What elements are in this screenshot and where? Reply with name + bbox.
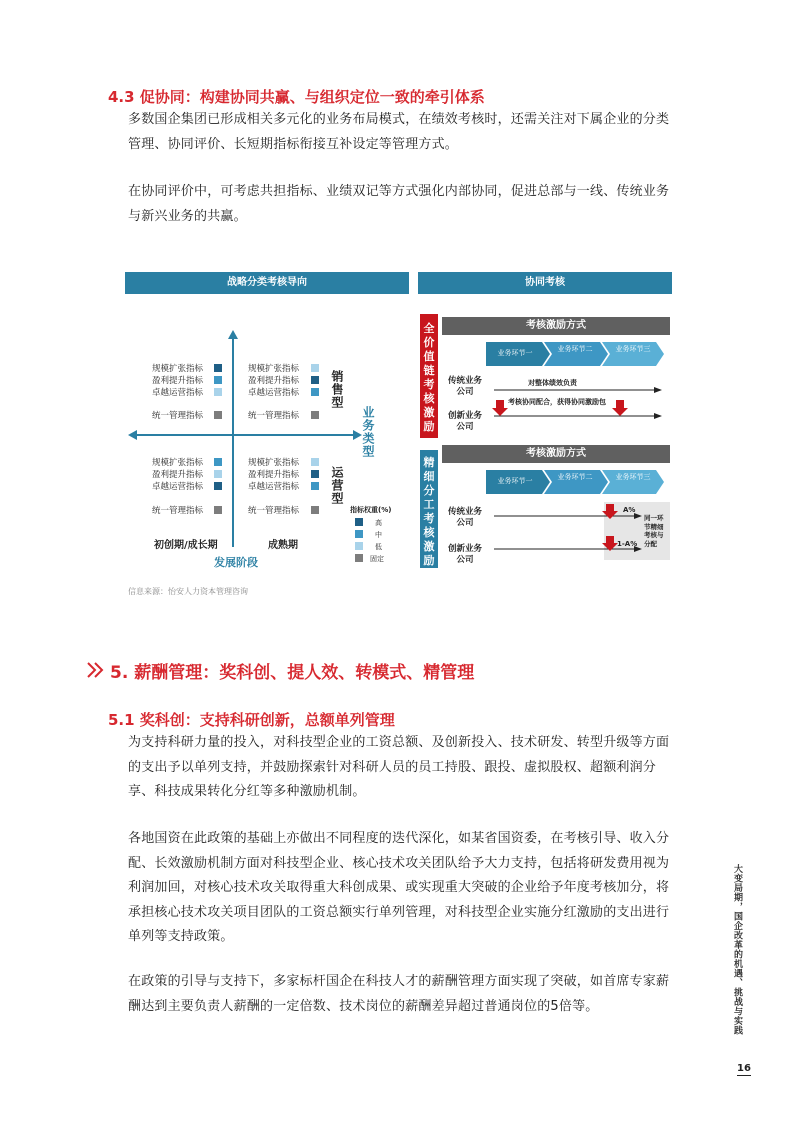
tl-weight-low <box>214 388 222 396</box>
legend-high: 高 <box>375 519 382 527</box>
panel1-side-label: 全价值链考核激励 <box>423 322 435 433</box>
right-figure-title: 协同考核 <box>418 272 672 294</box>
section-5-1-heading: 5.1 奖科创：支持科研创新，总额单列管理 <box>108 711 395 729</box>
tr-item-3: 卓越运营指标 <box>248 388 300 398</box>
section-4-3-paragraph-2: 在协同评价中，可考虑共担指标、业绩双记等方式强化内部协同，促进总部与一线、传统业务与新兴业务的共赢。 <box>128 184 670 224</box>
left-figure-title: 战略分类考核导向 <box>125 272 409 294</box>
br-weight-fixed <box>311 506 319 514</box>
tl-weight-mid <box>214 376 222 384</box>
panel1-new-business: 创新业务公司 <box>447 411 482 432</box>
panel2-side-label: 精细分工考核激励 <box>423 456 435 567</box>
tl-item-4: 统一管理指标 <box>152 411 204 421</box>
tl-item-2: 盈利提升指标 <box>152 376 204 386</box>
tl-weight-high <box>214 364 222 372</box>
panel2-traditional: 传统业务公司 <box>447 507 482 528</box>
panel1-arrows <box>490 380 670 428</box>
legend-mid: 中 <box>375 531 382 539</box>
br-item-1: 规模扩张指标 <box>248 458 300 468</box>
section-4-3-heading: 4.3 促协同：构建协同共赢、与组织定位一致的牵引体系 <box>108 88 485 106</box>
panel2-a-pct: A% <box>623 506 636 514</box>
panel2-mode-title: 考核激励方式 <box>442 445 670 463</box>
legend-low: 低 <box>375 543 382 551</box>
panel1-step-3: 业务环节三 <box>615 345 651 353</box>
panel1-mode-title: 考核激励方式 <box>442 317 670 335</box>
type-ops-label: 运营型 <box>330 466 344 505</box>
br-item-2: 盈利提升指标 <box>248 470 300 480</box>
br-weight-high <box>311 470 319 478</box>
tr-weight-fixed <box>311 411 319 419</box>
bl-weight-mid <box>214 458 222 466</box>
tl-item-3: 卓越运营指标 <box>152 388 204 398</box>
stage-mature-label: 成熟期 <box>268 540 298 551</box>
br-item-4: 统一管理指标 <box>248 506 300 516</box>
tr-weight-high <box>311 376 319 384</box>
tl-weight-fixed <box>214 411 222 419</box>
tr-weight-mid <box>311 388 319 396</box>
stage-early-label: 初创期/成长期 <box>154 540 218 551</box>
legend-swatch-high <box>355 518 363 526</box>
panel1-step-1: 业务环节一 <box>497 349 533 357</box>
legend-swatch-fixed <box>355 554 363 562</box>
panel1-step-2: 业务环节二 <box>557 345 593 353</box>
bl-weight-high <box>214 482 222 490</box>
figure <box>124 270 674 596</box>
br-item-3: 卓越运营指标 <box>248 482 300 492</box>
page-number: 16 <box>737 1063 751 1074</box>
section-5-1-paragraph-2: 各地国资在此政策的基础上亦做出不同程度的迭代深化，如某省国资委，在考核引导、收入分配、长效激励机制方面对科技型企业、核心技术攻关团队给予大力支持，包括将研发费用视为利润加回，对核心技术攻关取得重大科创成果、或实现重大突破的企业给予年度考核加分，将承担核心技术攻关项目团队的工资总额实行单列管理，对科技型企业实施分红激励的支出进行单列等支持政策。 <box>128 831 670 944</box>
panel1-side-bar <box>420 314 438 438</box>
bl-item-2: 盈利提升指标 <box>152 470 204 480</box>
section-5-1-paragraph-1: 为支持科研力量的投入，对科技型企业的工资总额、及创新投入、技术研发、转型升级等方面的支出予以单列支持，并鼓励探索针对科研人员的员工持股、跟投、虚拟股权、超额利润分享、科技成果转化分红等多种激励机制。 <box>128 735 670 799</box>
figure-source: 信息来源：怡安人力资本管理咨询 <box>128 587 248 596</box>
legend-fixed: 固定 <box>370 555 384 563</box>
panel2-step-1: 业务环节一 <box>497 477 533 485</box>
axis-y-label: 业务类型 <box>361 406 375 458</box>
bl-weight-fixed <box>214 506 222 514</box>
legend-swatch-mid <box>355 530 363 538</box>
axis-x-label: 发展阶段 <box>214 556 258 569</box>
section-4-3-paragraph-1: 多数国企集团已形成相关多元化的业务布局模式，在绩效考核时，还需关注对下属企业的分类管理、协同评价、长短期指标衔接互补设定等管理方式。 <box>128 112 670 152</box>
tr-item-4: 统一管理指标 <box>248 411 300 421</box>
panel2-arrows <box>490 502 670 562</box>
quadrant-axes <box>124 325 374 565</box>
br-weight-low <box>311 458 319 466</box>
section-5-heading: 5. 薪酬管理：奖科创、提人效、转模式、精管理 <box>110 663 475 683</box>
tl-item-1: 规模扩张指标 <box>152 364 204 374</box>
side-running-title: 大变局期，国企改革的机遇、挑战与实践 <box>732 864 742 1035</box>
tr-item-2: 盈利提升指标 <box>248 376 300 386</box>
panel2-one-minus-a: 1-A% <box>617 540 638 548</box>
panel1-note-overall: 对整体绩效负责 <box>528 379 577 387</box>
bl-item-4: 统一管理指标 <box>152 506 204 516</box>
bl-weight-low <box>214 470 222 478</box>
legend-title: 指标权重(%) <box>350 506 392 514</box>
panel2-step-2: 业务环节二 <box>557 473 593 481</box>
tr-weight-low <box>311 364 319 372</box>
panel2-new-business: 创新业务公司 <box>447 544 482 565</box>
section-chevron-icon <box>86 661 106 679</box>
panel1-note-pack: 考核协同配合，获得协同激励包 <box>508 398 606 406</box>
legend-swatch-low <box>355 542 363 550</box>
panel1-traditional: 传统业务公司 <box>447 376 482 397</box>
type-sales-label: 销售型 <box>330 370 344 409</box>
bl-item-3: 卓越运营指标 <box>152 482 204 492</box>
panel2-side-bar <box>420 450 438 568</box>
br-weight-mid <box>311 482 319 490</box>
bl-item-1: 规模扩张指标 <box>152 458 204 468</box>
tr-item-1: 规模扩张指标 <box>248 364 300 374</box>
section-5-1-paragraph-3: 在政策的引导与支持下，多家标杆国企在科技人才的薪酬管理方面实现了突破，如首席专家薪酬达到主要负责人薪酬的一定倍数、技术岗位的薪酬差异超过普通岗位的5倍等。 <box>128 974 670 1014</box>
panel2-dist-note: 同一环节精细考核与分配 <box>644 514 664 548</box>
panel2-step-3: 业务环节三 <box>615 473 651 481</box>
